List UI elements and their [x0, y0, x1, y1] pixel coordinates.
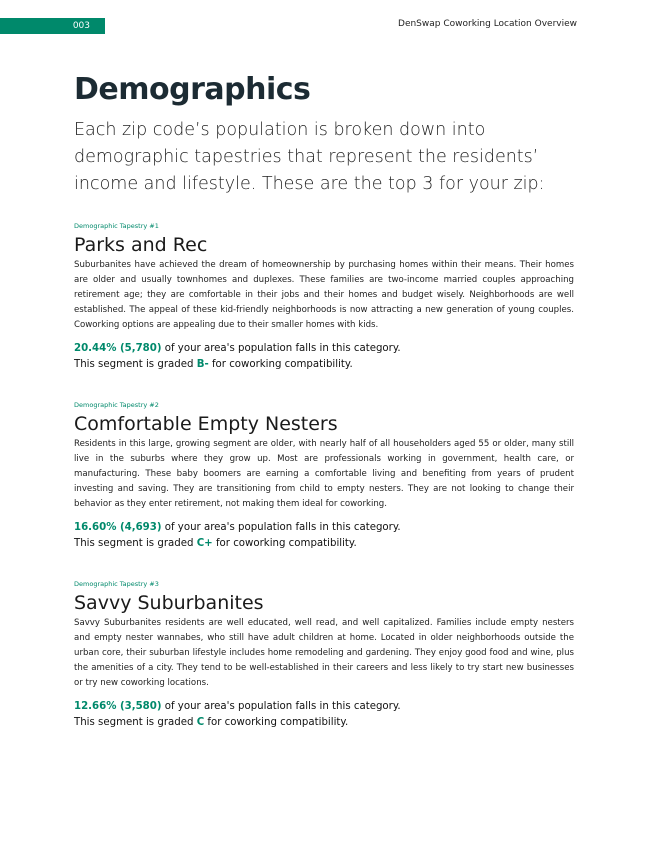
intro-text: Each zip code’s population is broken down into demographic tapestries that represent the residents’ income and lifestyle. These are the top 3 for your zip:	[74, 120, 545, 194]
tapestry-name: Savvy Suburbanites	[74, 592, 264, 614]
tapestry-description: Savvy Suburbanites residents are well educated, well read, and well capitalized. Families include empty nesters and empty nester wannabes, who still have adult children at home. Located in older neighborhoods outside the urban core, their suburban lifestyle includes home remodeling and gardening. They enjoy good food and wine, plus the amenities of a city. They tend to be well-established in their careers and less likely to try start new businesses or try new coworking locations.	[74, 618, 574, 688]
grade-suffix: for coworking compatibility.	[204, 717, 349, 728]
grade-prefix: This segment is graded	[74, 717, 197, 728]
document-title: DenSwap Coworking Location Overview	[398, 19, 577, 29]
page-title: Demographics	[74, 72, 311, 107]
tapestry-stats	[74, 341, 574, 373]
tapestry-label: Demographic Tapestry #3	[74, 580, 159, 588]
tapestry-description: Residents in this large, growing segment are older, with nearly half of all householders aged 55 or older, many still live in the suburbs where they grow up. Most are professionals working in government, health care, or manufacturing. These baby boomers are earning a comfortable living and benefiting from years of prudent investing and saving. They are transitioning from child to empty nesters. They are not looking to change their behavior as they enter retirement, not making them ideal for coworking.	[74, 439, 574, 509]
population-text: of your area's population falls in this category.	[161, 343, 401, 354]
tapestry-section	[74, 401, 574, 552]
tapestry-name: Comfortable Empty Nesters	[74, 413, 338, 435]
tapestry-label: Demographic Tapestry #1	[74, 222, 159, 230]
page-number-tab: 003	[0, 18, 105, 34]
tapestry-name: Parks and Rec	[74, 234, 208, 256]
grade: C	[196, 717, 205, 728]
population-text: of your area's population falls in this category.	[161, 701, 401, 712]
tapestry-label: Demographic Tapestry #2	[74, 401, 159, 409]
grade-prefix: This segment is graded	[74, 359, 197, 370]
grade-prefix: This segment is graded	[74, 538, 197, 549]
grade-suffix: for coworking compatibility.	[212, 538, 357, 549]
grade: C+	[196, 538, 213, 549]
grade: B-	[196, 359, 209, 370]
population-share: 16.60% (4,693)	[74, 522, 162, 533]
grade-suffix: for coworking compatibility.	[208, 359, 353, 370]
tapestry-description: Suburbanites have achieved the dream of homeownership by purchasing homes within their means. Their homes are older and usually townhomes and duplexes. These families are two-income married couples approaching retirement age; they are comfortable in their jobs and their homes and budget wisely. Neighborhoods are well established. The appeal of these kid-friendly neighborhoods is now attracting a new generation of young couples. Coworking options are appealing due to their smaller homes with kids.	[74, 260, 574, 330]
tapestry-section	[74, 222, 574, 373]
tapestry-section	[74, 580, 574, 731]
population-share: 20.44% (5,780)	[74, 343, 162, 354]
tapestry-stats	[74, 520, 574, 552]
population-share: 12.66% (3,580)	[74, 701, 162, 712]
tapestry-stats	[74, 699, 574, 731]
population-text: of your area's population falls in this category.	[161, 522, 401, 533]
